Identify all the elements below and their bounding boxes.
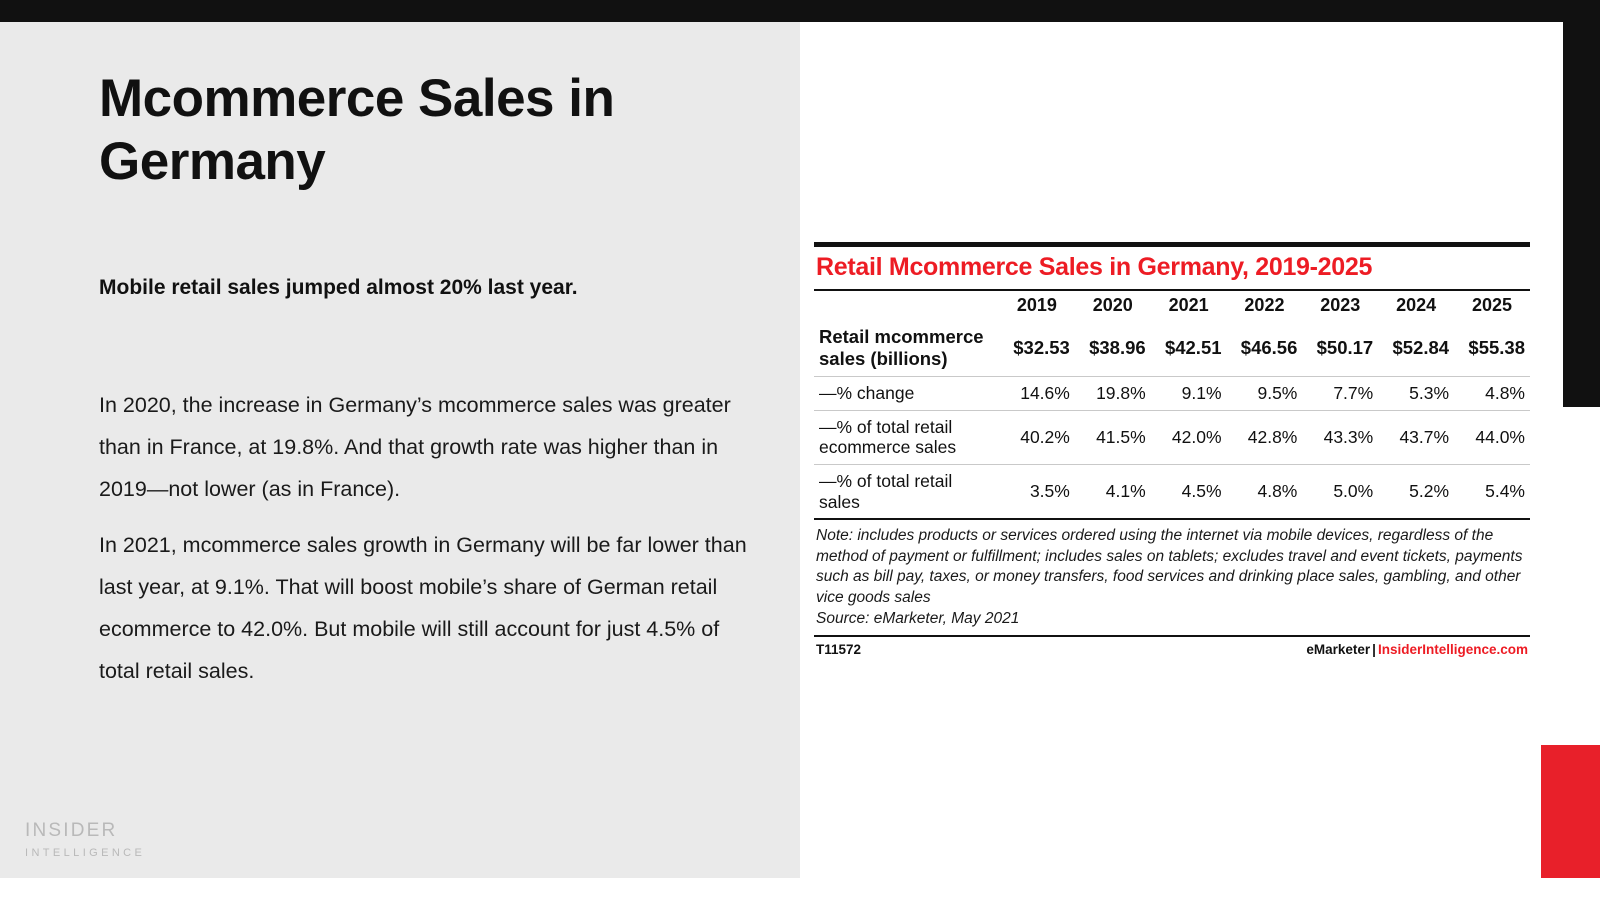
cell-value: 43.7% — [1378, 410, 1454, 464]
brand-separator: | — [1372, 642, 1376, 658]
cell-value: 7.7% — [1302, 376, 1378, 410]
column-header-year: 2023 — [1320, 295, 1361, 315]
lede-paragraph: Mobile retail sales jumped almost 20% last year. — [99, 276, 578, 299]
chart-card — [814, 242, 1530, 657]
cell-value: 4.5% — [1151, 464, 1227, 518]
body-paragraph-1: In 2020, the increase in Germany’s mcommerce sales was greater than in France, at 19.8%. And that growth rate was higher than in 2019—not lower (as in France). — [99, 393, 731, 501]
cell-value: 42.8% — [1227, 410, 1303, 464]
table-header-row — [814, 291, 1530, 320]
cell-value: $46.56 — [1240, 336, 1298, 358]
logo-primary-text: INSIDER — [25, 820, 118, 841]
chart-note: Note: includes products or services ordered using the internet via mobile devices, regardless of the method of payment or fulfillment; includes sales on tablets; excludes travel and event tickets, payments such as bill pay, taxes, or money transfers, food services and drinking place sales, gambling, and other vice goods sales — [816, 527, 1523, 606]
chart-id: T11572 — [816, 642, 862, 658]
bottom-white-strip — [0, 878, 1600, 900]
cell-value: 5.2% — [1378, 464, 1454, 518]
cell-value: 5.0% — [1302, 464, 1378, 518]
chart-data-table — [814, 291, 1530, 518]
cell-value: 9.1% — [1151, 376, 1227, 410]
row-label: Retail mcommerce sales (billions) — [819, 326, 984, 369]
cell-value: 9.5% — [1227, 376, 1303, 410]
cell-value: 4.8% — [1227, 464, 1303, 518]
chart-brand — [1306, 642, 1528, 657]
chart-source: Source: eMarketer, May 2021 — [816, 610, 1020, 628]
row-label: —% of total retail sales — [814, 464, 999, 518]
right-red-accent — [1541, 745, 1600, 900]
cell-value: 4.1% — [1075, 464, 1151, 518]
cell-value: 40.2% — [999, 410, 1075, 464]
body-paragraph-2: In 2021, mcommerce sales growth in Germany will be far lower than last year, at 9.1%. That will boost mobile’s share of German retail ecommerce to 42.0%. But mobile will still account for just 4.5% of total retail sales. — [99, 532, 747, 683]
table-body — [814, 320, 1530, 518]
column-header-year: 2021 — [1168, 295, 1209, 315]
cell-value: $32.53 — [1013, 336, 1070, 358]
table-row — [814, 376, 1530, 410]
table-row — [814, 464, 1530, 518]
cell-value: 43.3% — [1302, 410, 1378, 464]
right-black-band — [1563, 22, 1600, 407]
top-black-band — [0, 0, 1600, 22]
table-row — [814, 410, 1530, 464]
cell-value: $42.51 — [1164, 336, 1222, 358]
page-title: Mcommerce Sales in Germany — [99, 69, 615, 191]
cell-value: $55.38 — [1468, 336, 1525, 358]
table-row — [814, 320, 1530, 376]
cell-value: 4.8% — [1454, 376, 1530, 410]
brand-emarketer: eMarketer — [1306, 642, 1371, 658]
column-header-year: 2022 — [1244, 295, 1285, 315]
column-header-year: 2024 — [1396, 295, 1437, 315]
chart-title: Retail Mcommerce Sales in Germany, 2019-2025 — [816, 253, 1373, 281]
cell-value: $50.17 — [1316, 336, 1374, 358]
logo-secondary-text: INTELLIGENCE — [25, 847, 146, 859]
row-label: —% change — [814, 376, 999, 410]
cell-value: 42.0% — [1151, 410, 1227, 464]
cell-value: 41.5% — [1075, 410, 1151, 464]
column-header-year: 2019 — [1016, 295, 1057, 315]
insider-intelligence-logo — [25, 820, 145, 859]
cell-value: 5.3% — [1378, 376, 1454, 410]
row-label: —% of total retail ecommerce sales — [814, 410, 999, 464]
column-header-year: 2025 — [1472, 295, 1513, 315]
cell-value: 19.8% — [1075, 376, 1151, 410]
column-header-rowlabel — [814, 291, 999, 320]
cell-value: 3.5% — [999, 464, 1075, 518]
cell-value: 14.6% — [999, 376, 1075, 410]
brand-insiderintelligence: InsiderIntelligence.com — [1377, 642, 1528, 658]
table-head — [814, 291, 1530, 320]
cell-value: 5.4% — [1454, 464, 1530, 518]
cell-value: $52.84 — [1392, 336, 1450, 358]
cell-value: 44.0% — [1454, 410, 1530, 464]
body-copy — [99, 385, 764, 706]
cell-value: $38.96 — [1089, 336, 1146, 358]
column-header-year: 2020 — [1092, 295, 1133, 315]
chart-footer — [814, 637, 1530, 657]
